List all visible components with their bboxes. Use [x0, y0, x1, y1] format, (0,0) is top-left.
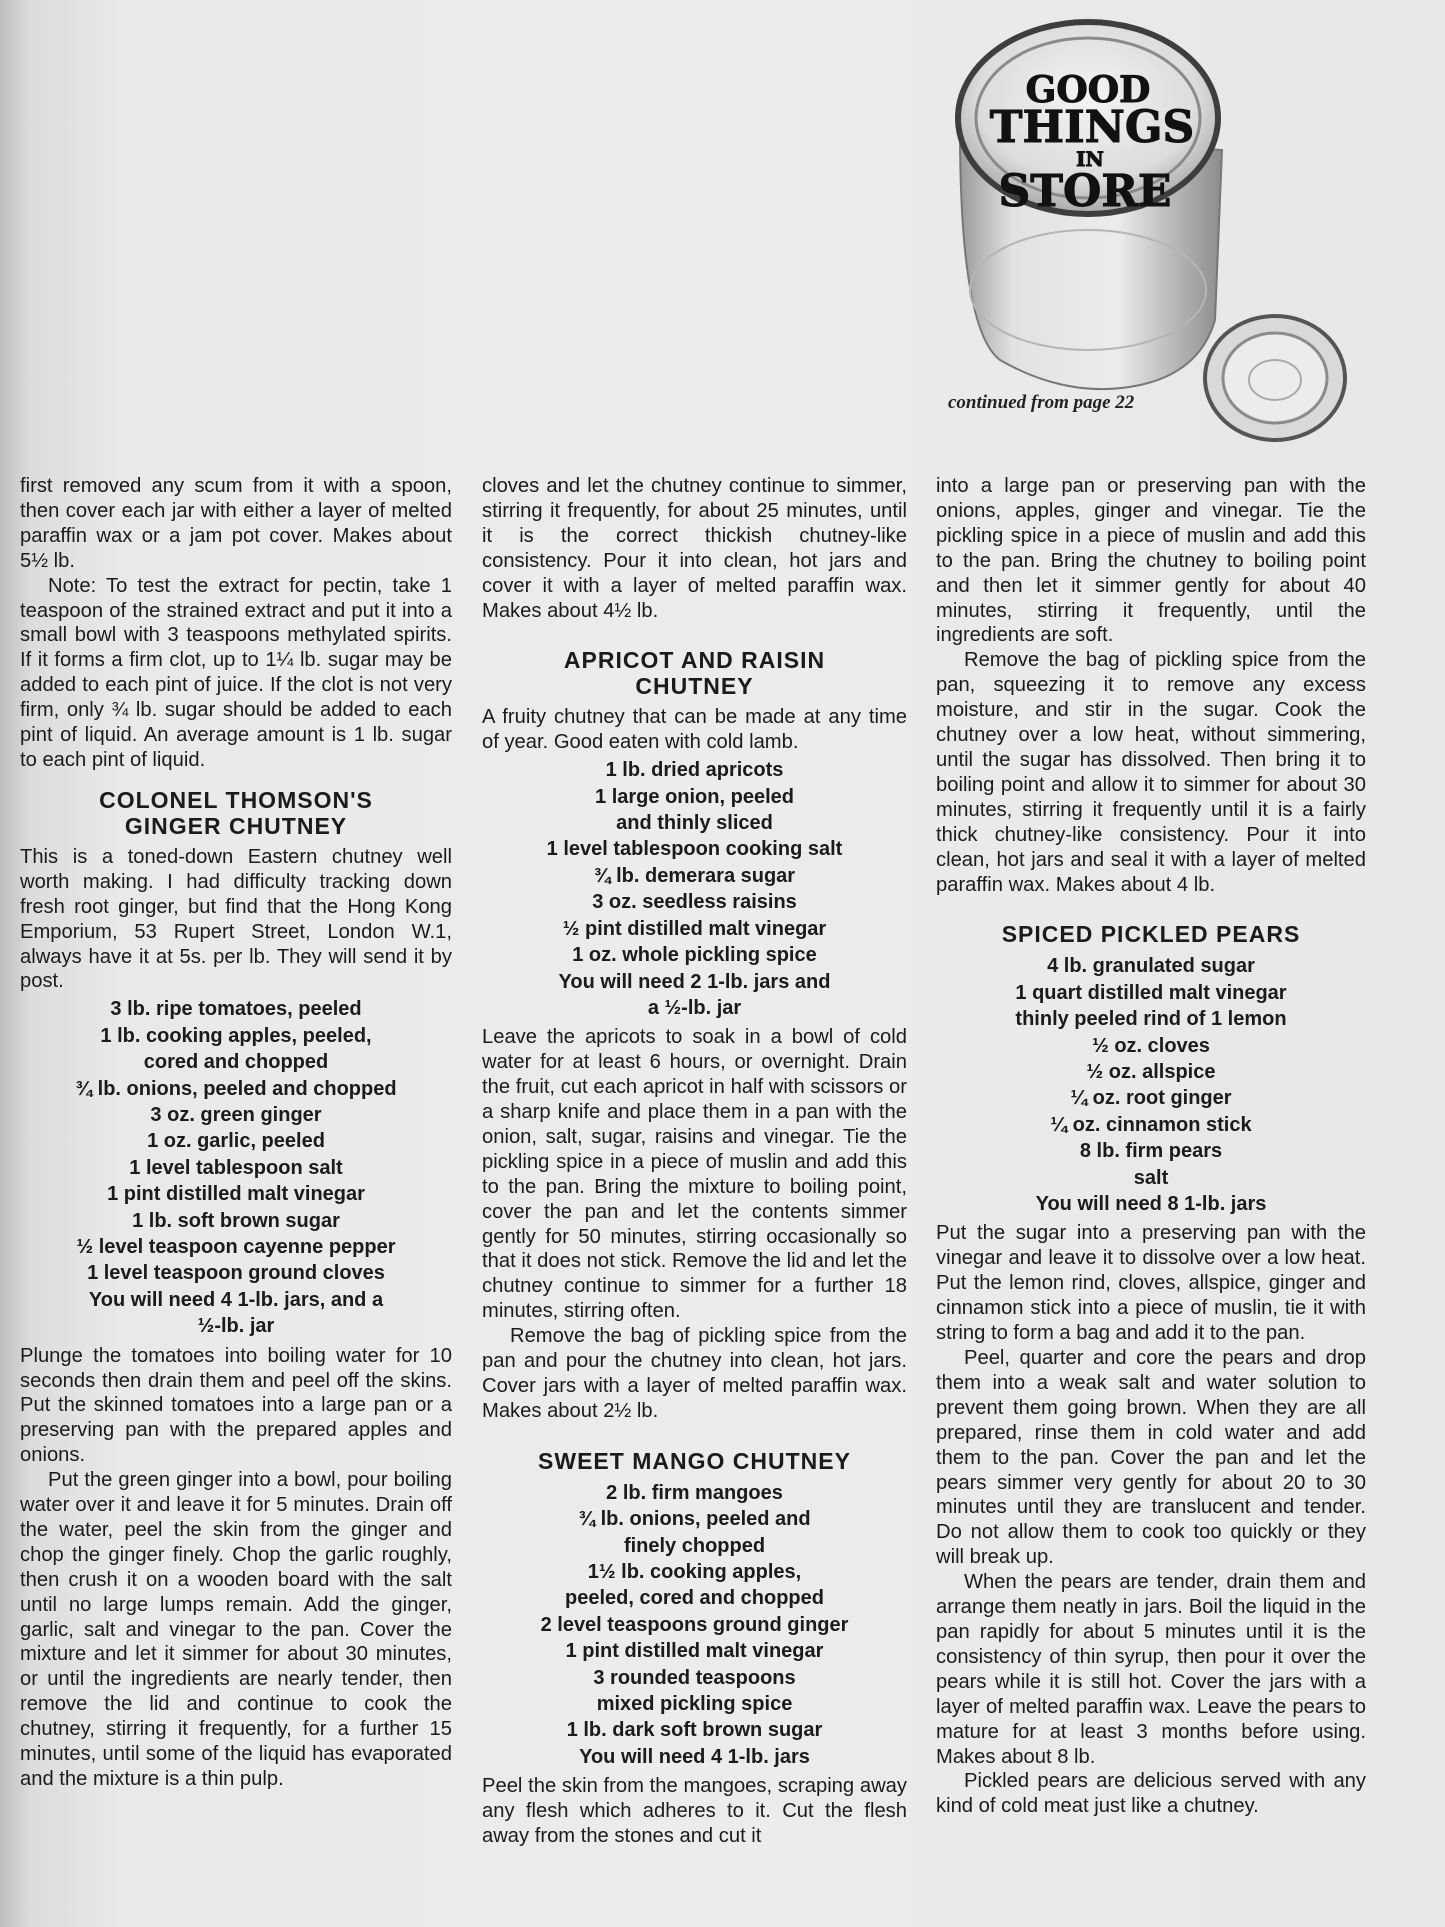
ingredient: 1 lb. soft brown sugar	[132, 1209, 340, 1232]
method-paragraph: Peel, quarter and core the pears and drop them into a weak salt and water solution to prevent them going brown. When they are all prepared, rinse them in cold water and add them to the pan. Cover the pan and let the pears simmer very gently for about 20 to 30 minutes until they are translucent and tender. Do not allow them to cook too quickly or they will break up.	[936, 1347, 1366, 1569]
ingredient: ½ pint distilled malt vinegar	[562, 917, 827, 940]
logo-store: STORE	[998, 166, 1172, 217]
paragraph: first removed any scum from it with a spoon, then cover each jar with either a layer of melted paraffin wax or a jam pot cover. Makes about 5½ lb.	[20, 475, 452, 572]
method-paragraph: Leave the apricots to soak in a bowl of cold water for at least 6 hours, or overnight. Drain the fruit, cut each apricot in half with scissors or a sharp knife and place them in a pan with the onion, salt, sugar, raisins and vinegar. Tie the pickling spice in a piece of muslin and add this to the pan. Bring the mixture to boiling point, cover the pan and let the contents simmer gently for 50 minutes, stirring occasionally so that it does not stick. Remove the lid and let the chutney continue to simmer for a further 18 minutes, stirring often.	[482, 1026, 907, 1323]
method-paragraph: Pickled pears are delicious served with any kind of cold meat just like a chutney.	[936, 1770, 1366, 1818]
ingredient: ¾ lb. onions, peeled and chopped	[75, 1077, 397, 1100]
recipe-title-ginger-chutney	[20, 787, 452, 839]
title-line: APRICOT AND RAISIN	[563, 647, 826, 674]
column-3	[936, 474, 1366, 1819]
method-paragraph: Put the green ginger into a bowl, pour boiling water over it and leave it for 5 minutes. Drain off the water, peel the skin from the ginger and chop the ginger finely. Chop the garlic roughly, then crush it on a wooden board with the salt until no large lumps remain. Add the ginger, garlic, salt and vinegar to the pan. Cover the mixture and let it simmer for about 30 minutes, or until the ingredients are nearly tender, then remove the lid and continue to cook the chutney, stirring it frequently, for a further 15 minutes, until some of the liquid has evaporated and the mixture is a thin pulp.	[20, 1469, 452, 1790]
ingredient: You will need 8 1-lb. jars	[1035, 1193, 1267, 1216]
logo-good: GOOD	[1025, 69, 1151, 111]
method-paragraph: Plunge the tomatoes into boiling water for 10 seconds then drain them and peel off the skins. Put the skinned tomatoes into a large pan or a preserving pan with the prepared apples and onions.	[20, 1344, 452, 1467]
ingredient: ¾ lb. demerara sugar	[593, 864, 796, 887]
ingredient: and thinly sliced	[616, 812, 773, 835]
recipe-title-spiced-pears: SPICED PICKLED PEARS	[1001, 921, 1301, 948]
ingredient: thinly peeled rind of 1 lemon	[1015, 1008, 1287, 1031]
ingredient: ¼ oz. root ginger	[1070, 1087, 1232, 1110]
ingredient: 8 lb. firm pears	[1079, 1140, 1223, 1163]
paragraph: Remove the bag of pickling spice from the pan, squeezing it to remove any excess moisture, and stir in the sugar. Cook the chutney over a low heat, without simmering, until the sugar has dissolved. Then bring it to boiling point and allow it to simmer for about 30 minutes, stirring it frequently until it is a fairly thick chutney-like consistency. Pour it into clean, hot jars and seal it with a layer of melted paraffin wax. Makes about 4 lb.	[936, 649, 1366, 896]
ingredient: cored and chopped	[143, 1051, 329, 1074]
ingredient: ½-lb. jar	[197, 1315, 275, 1338]
ingredient: a ½-lb. jar	[647, 996, 742, 1019]
ingredient: 1 lb. dried apricots	[605, 759, 784, 782]
ingredient: You will need 2 1-lb. jars and	[558, 970, 831, 993]
ingredient: 3 lb. ripe tomatoes, peeled	[110, 998, 362, 1021]
ingredient-list	[936, 953, 1366, 1217]
ingredient: 1 level tablespoon salt	[129, 1156, 343, 1179]
ingredient: 3 oz. green ginger	[150, 1103, 322, 1126]
title-line: CHUTNEY	[635, 673, 754, 700]
recipe-intro: This is a toned-down Eastern chutney well worth making. I had difficulty tracking down fresh root ginger, but find that the Hong Kong Emporium, 53 Rupert Street, London W.1, always have it at 5s. per lb. They will send it by post.	[20, 845, 452, 993]
ingredient: 1 lb. dark soft brown sugar	[566, 1719, 823, 1742]
paragraph: into a large pan or preserving pan with the onions, apples, ginger and vinegar. Tie the pickling spice in a piece of muslin and add this to the pan. Bring the chutney to boiling point and then let it simmer gently for about 40 minutes, stirring it frequently, until the ingredients are soft.	[936, 475, 1366, 647]
method-paragraph: Put the sugar into a preserving pan with the vinegar and leave it to dissolve over a low heat. Put the lemon rind, cloves, allspice, ginger and cinnamon stick into a piece of muslin, tie it with string to form a bag and add it to the pan.	[936, 1222, 1366, 1345]
ingredient: salt	[1133, 1166, 1169, 1189]
ingredient: 1 level teaspoon ground cloves	[87, 1262, 385, 1285]
ingredient-list	[20, 996, 452, 1339]
ingredient: You will need 4 1-lb. jars	[579, 1745, 810, 1768]
recipe-title-mango-chutney: SWEET MANGO CHUTNEY	[538, 1447, 851, 1474]
ingredient: 3 oz. seedless raisins	[592, 891, 797, 914]
ingredient: 1 lb. cooking apples, peeled,	[100, 1024, 372, 1047]
ingredient: finely chopped	[623, 1534, 766, 1557]
column-2	[482, 474, 907, 1849]
ingredient: 1 oz. garlic, peeled	[147, 1130, 325, 1153]
jar-illustration	[940, 0, 1360, 450]
recipe-title-apricot-chutney	[482, 647, 907, 699]
method-paragraph: Remove the bag of pickling spice from the pan and pour the chutney into clean, hot jars. Cover jars with a layer of melted paraffin wax. Makes about 2½ lb.	[482, 1325, 907, 1422]
ingredient-list	[482, 1480, 907, 1770]
ingredient: 1 oz. whole pickling spice	[572, 944, 817, 967]
title-line: COLONEL THOMSON'S	[99, 786, 373, 813]
logo-things: THINGS	[989, 102, 1195, 153]
method-paragraph: When the pears are tender, drain them and arrange them neatly in jars. Boil the liquid in the pan rapidly for about 5 minutes until it is the consistency of thin syrup, then pour it over the pears while it is still hot. Cover the jars with a layer of melted paraffin wax. Leave the pears to mature for at least 3 months before using. Makes about 8 lb.	[936, 1571, 1366, 1768]
ingredient: ½ level teaspoon cayenne pepper	[76, 1235, 396, 1258]
pectin-note: Note: To test the extract for pectin, take 1 teaspoon of the strained extract and put it into a small bowl with 3 teaspoons methylated spirits. If it forms a firm clot, up to 1¼ lb. sugar may be added to each pint of juice. If the clot is not very firm, only ¾ lb. sugar should be added to each pint of liquid. An average amount is 1 lb. sugar to each pint of liquid.	[20, 574, 452, 771]
ingredient: You will need 4 1-lb. jars, and a	[88, 1288, 384, 1311]
paragraph: cloves and let the chutney continue to simmer, stirring it frequently, for about 25 minutes, until it is the correct thickish chutney-like consistency. Pour it into clean, hot jars and cover it with a layer of melted paraffin wax. Makes about 4½ lb.	[482, 475, 907, 622]
column-1	[20, 474, 452, 1792]
logo-in: IN	[1076, 147, 1104, 171]
ingredient: 2 lb. firm mangoes	[606, 1481, 783, 1504]
ingredient: 1 quart distilled malt vinegar	[1015, 981, 1287, 1004]
ingredient: 1 level tablespoon cooking salt	[546, 838, 843, 861]
ingredient: 1 large onion, peeled	[595, 785, 794, 808]
ingredient: 1 pint distilled malt vinegar	[107, 1183, 365, 1206]
ingredient: ¼ oz. cinnamon stick	[1050, 1113, 1252, 1136]
ingredient: ½ oz. allspice	[1086, 1061, 1216, 1084]
ingredient: 2 level teaspoons ground ginger	[540, 1613, 849, 1636]
title-line: GINGER CHUTNEY	[124, 812, 348, 839]
ingredient: 1½ lb. cooking apples,	[587, 1561, 802, 1584]
recipe-intro: A fruity chutney that can be made at any time of year. Good eaten with cold lamb.	[482, 706, 907, 754]
ingredient: ½ oz. cloves	[1092, 1034, 1210, 1057]
ingredient: 4 lb. granulated sugar	[1047, 955, 1255, 978]
ingredient: 1 pint distilled malt vinegar	[565, 1640, 824, 1663]
ingredient: 3 rounded teaspoons	[593, 1666, 796, 1689]
method-paragraph: Peel the skin from the mangoes, scraping away any flesh which adheres to it. Cut the flesh away from the stones and cut it	[482, 1775, 907, 1848]
continued-note: continued from page 22	[948, 392, 1135, 413]
ingredient-list	[482, 757, 907, 1021]
ingredient: peeled, cored and chopped	[565, 1587, 824, 1610]
ingredient: mixed pickling spice	[596, 1693, 793, 1716]
ingredient: ¾ lb. onions, peeled and	[578, 1508, 811, 1531]
